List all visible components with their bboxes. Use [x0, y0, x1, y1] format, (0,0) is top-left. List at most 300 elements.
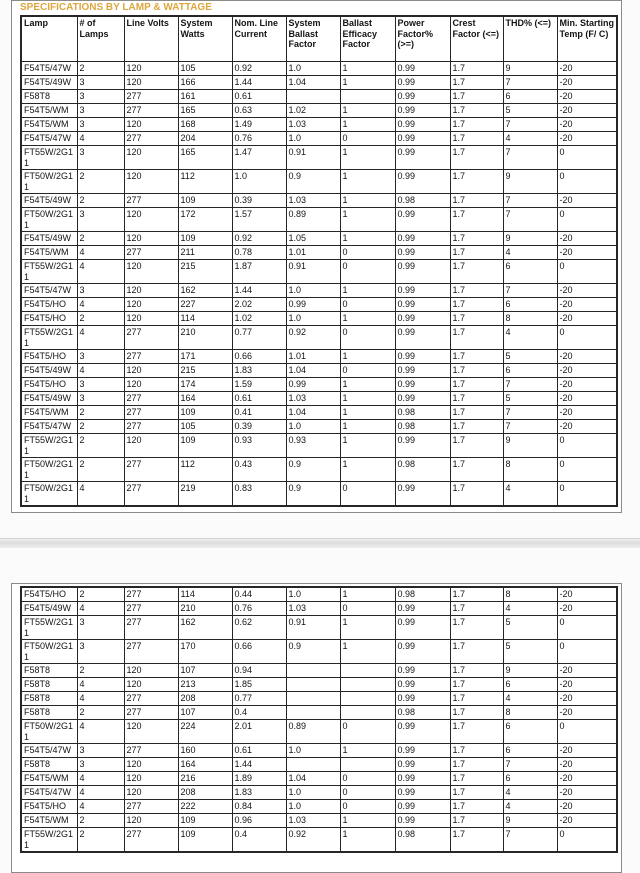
table-cell: 0.99	[395, 326, 450, 350]
table-cell: 3	[77, 90, 124, 104]
table-cell: FT55W/2G11	[21, 260, 77, 284]
table-cell: 1	[340, 170, 395, 194]
table-cell	[286, 692, 340, 706]
table-cell: 1.7	[450, 194, 503, 208]
table-cell: 1.44	[232, 76, 286, 90]
table-cell: -20	[557, 678, 617, 692]
table-cell: 1.0	[286, 312, 340, 326]
table-cell: 0.99	[395, 602, 450, 616]
table-cell: 7	[503, 76, 557, 90]
table-cell: 4	[77, 772, 124, 786]
table-cell	[340, 90, 395, 104]
column-header: Ballast Efficacy Factor	[340, 16, 395, 62]
table-cell: 0.99	[395, 720, 450, 744]
table-cell: 2	[77, 62, 124, 76]
table-cell: 0.9	[286, 482, 340, 507]
table-cell: 120	[124, 364, 178, 378]
table-cell: 160	[178, 744, 232, 758]
table-cell: 174	[178, 378, 232, 392]
table-cell: 0	[557, 616, 617, 640]
table-cell: 0.99	[286, 378, 340, 392]
table-row	[21, 90, 617, 104]
table-cell: 1.0	[286, 800, 340, 814]
table-cell: 5	[503, 104, 557, 118]
header-row	[21, 16, 617, 62]
table-cell: 0.98	[395, 194, 450, 208]
table-cell: 211	[178, 246, 232, 260]
table-cell: 2	[77, 420, 124, 434]
table-cell: 107	[178, 706, 232, 720]
table-row	[21, 132, 617, 146]
table-row	[21, 616, 617, 640]
table-cell: 4	[503, 132, 557, 146]
table-cell: 114	[178, 587, 232, 602]
table-cell: 0.44	[232, 587, 286, 602]
table-cell: 120	[124, 758, 178, 772]
table-cell: F54T5/HO	[21, 350, 77, 364]
table-cell: 1.7	[450, 744, 503, 758]
table-cell: 165	[178, 104, 232, 118]
table-cell: 0.93	[232, 434, 286, 458]
table-cell: 3	[77, 758, 124, 772]
table-cell: 1.04	[286, 76, 340, 90]
table-cell: F54T5/49W	[21, 232, 77, 246]
table-cell: 1	[340, 406, 395, 420]
table-cell: F54T5/49W	[21, 392, 77, 406]
table-cell: 0.99	[395, 814, 450, 828]
table-cell: 1.0	[286, 62, 340, 76]
table-cell: FT50W/2G11	[21, 720, 77, 744]
table-cell: 0.99	[395, 246, 450, 260]
table-cell: 0	[557, 482, 617, 507]
table-cell: 2.02	[232, 298, 286, 312]
table-row	[21, 170, 617, 194]
table-cell: 0.99	[395, 758, 450, 772]
table-cell: 120	[124, 298, 178, 312]
column-header: Nom. Line Current	[232, 16, 286, 62]
table-cell: 0.78	[232, 246, 286, 260]
table-cell: F54T5/49W	[21, 602, 77, 616]
table-cell: 1.0	[232, 170, 286, 194]
table-cell: 112	[178, 170, 232, 194]
table-cell: 277	[124, 706, 178, 720]
table-cell: 0.99	[395, 772, 450, 786]
table-cell: 1.7	[450, 208, 503, 232]
table-cell: 120	[124, 170, 178, 194]
table-cell: 1.44	[232, 284, 286, 298]
table-cell: 6	[503, 260, 557, 284]
table-cell: 1.7	[450, 482, 503, 507]
table-cell: 0	[557, 260, 617, 284]
table-cell: FT55W/2G11	[21, 828, 77, 853]
table-cell: 1.7	[450, 312, 503, 326]
table-cell: 0	[340, 260, 395, 284]
table-cell: 0	[557, 720, 617, 744]
specs-table-1-body	[21, 62, 617, 507]
table-cell: 0	[340, 602, 395, 616]
table-cell: 216	[178, 772, 232, 786]
table-cell: 0.76	[232, 132, 286, 146]
table-cell: 0.99	[395, 434, 450, 458]
table-cell: 227	[178, 298, 232, 312]
table-cell: 4	[503, 482, 557, 507]
table-cell: 7	[503, 420, 557, 434]
table-cell: 208	[178, 692, 232, 706]
table-cell: 277	[124, 800, 178, 814]
table-cell: 277	[124, 602, 178, 616]
table-cell: -20	[557, 132, 617, 146]
table-cell: 2	[77, 458, 124, 482]
table-cell: 1.7	[450, 104, 503, 118]
table-cell: -20	[557, 772, 617, 786]
table-cell: 1.01	[286, 246, 340, 260]
table-cell: 105	[178, 62, 232, 76]
table-cell: 1.05	[286, 232, 340, 246]
table-cell: 1.7	[450, 458, 503, 482]
table-cell: 277	[124, 458, 178, 482]
table-row	[21, 664, 617, 678]
table-cell: 0.99	[395, 744, 450, 758]
table-cell: 2	[77, 232, 124, 246]
table-cell: F54T5/47W	[21, 284, 77, 298]
table-cell: 165	[178, 146, 232, 170]
table-cell: 1.7	[450, 260, 503, 284]
table-cell: 1.04	[286, 772, 340, 786]
table-cell: FT50W/2G11	[21, 482, 77, 507]
table-row	[21, 146, 617, 170]
table-cell: 120	[124, 434, 178, 458]
table-cell: 2	[77, 434, 124, 458]
table-cell: 0	[340, 246, 395, 260]
table-cell: 0.99	[395, 132, 450, 146]
table-cell: 0.99	[395, 392, 450, 406]
table-cell: 1.03	[286, 814, 340, 828]
table-cell: 0.99	[395, 298, 450, 312]
table-cell: 0.91	[286, 146, 340, 170]
table-cell: 120	[124, 772, 178, 786]
table-cell: 1.87	[232, 260, 286, 284]
table-cell: 0	[340, 720, 395, 744]
table-cell: 1.7	[450, 132, 503, 146]
table-cell: 1.7	[450, 326, 503, 350]
table-cell: 9	[503, 664, 557, 678]
table-cell	[286, 678, 340, 692]
table-cell: 9	[503, 232, 557, 246]
table-cell: 1	[340, 312, 395, 326]
table-row	[21, 326, 617, 350]
table-cell: 7	[503, 208, 557, 232]
specs-table-1	[20, 15, 618, 507]
table-cell: 1.7	[450, 758, 503, 772]
table-cell: 0.84	[232, 800, 286, 814]
table-cell: 2	[77, 170, 124, 194]
table-cell: 0.61	[232, 392, 286, 406]
table-row	[21, 312, 617, 326]
table-cell: 1.7	[450, 378, 503, 392]
table-cell: 4	[77, 260, 124, 284]
table-cell: 4	[77, 692, 124, 706]
table-cell: 0.98	[395, 828, 450, 853]
table-cell: -20	[557, 312, 617, 326]
table-cell: 1.7	[450, 678, 503, 692]
table-row	[21, 720, 617, 744]
table-cell: -20	[557, 758, 617, 772]
table-cell: 0	[557, 640, 617, 664]
table-cell: 1.0	[286, 744, 340, 758]
table-cell: 161	[178, 90, 232, 104]
table-cell: 1.7	[450, 616, 503, 640]
table-cell: 0.99	[395, 232, 450, 246]
table-cell: 162	[178, 284, 232, 298]
table-cell: F54T5/49W	[21, 364, 77, 378]
table-cell: 112	[178, 458, 232, 482]
table-cell: 0.9	[286, 170, 340, 194]
table-cell: 4	[77, 132, 124, 146]
table-cell: 0.4	[232, 706, 286, 720]
table-cell: -20	[557, 76, 617, 90]
table-cell: 6	[503, 744, 557, 758]
table-cell: 2	[77, 706, 124, 720]
table-cell: 277	[124, 194, 178, 208]
table-cell: -20	[557, 786, 617, 800]
table-cell: 1	[340, 420, 395, 434]
table-cell: 0.99	[395, 90, 450, 104]
table-cell: 105	[178, 420, 232, 434]
table-cell: -20	[557, 392, 617, 406]
table-cell: 1.7	[450, 232, 503, 246]
table-cell: FT55W/2G11	[21, 434, 77, 458]
table-cell: 0.9	[286, 640, 340, 664]
table-cell: 6	[503, 298, 557, 312]
table-cell: F54T5/HO	[21, 298, 77, 312]
table-row	[21, 640, 617, 664]
table-cell: 0	[557, 458, 617, 482]
table-cell: 164	[178, 392, 232, 406]
table-cell: 109	[178, 814, 232, 828]
table-cell: 7	[503, 284, 557, 298]
document-page-2	[11, 583, 622, 873]
table-cell: -20	[557, 194, 617, 208]
table-cell: 1.0	[286, 587, 340, 602]
table-cell: 1	[340, 434, 395, 458]
table-row	[21, 406, 617, 420]
table-cell: 6	[503, 772, 557, 786]
table-cell: 0.99	[395, 364, 450, 378]
table-cell: 1	[340, 392, 395, 406]
table-cell: 1	[340, 587, 395, 602]
table-cell: 1	[340, 284, 395, 298]
column-header: System Ballast Factor	[286, 16, 340, 62]
table-cell: 4	[503, 602, 557, 616]
table-cell: 4	[77, 678, 124, 692]
table-row	[21, 232, 617, 246]
table-row	[21, 800, 617, 814]
table-cell: 120	[124, 284, 178, 298]
table-cell: 4	[77, 720, 124, 744]
table-cell: F54T5/WM	[21, 772, 77, 786]
table-cell: FT55W/2G11	[21, 146, 77, 170]
table-cell: 213	[178, 678, 232, 692]
table-cell: 1.04	[286, 406, 340, 420]
table-cell: 1.7	[450, 664, 503, 678]
table-cell: 3	[77, 284, 124, 298]
table-cell: 1.44	[232, 758, 286, 772]
table-cell: 1.03	[286, 392, 340, 406]
table-cell: F54T5/47W	[21, 132, 77, 146]
table-cell: 109	[178, 828, 232, 853]
table-cell: 210	[178, 326, 232, 350]
table-cell: 277	[124, 828, 178, 853]
table-row	[21, 692, 617, 706]
table-cell: -20	[557, 602, 617, 616]
table-cell: 1	[340, 118, 395, 132]
table-cell: 0.77	[232, 326, 286, 350]
table-cell: 0.61	[232, 90, 286, 104]
table-cell: 0.98	[395, 706, 450, 720]
table-cell: 1.7	[450, 392, 503, 406]
table-cell: -20	[557, 378, 617, 392]
column-header: Crest Factor (<=)	[450, 16, 503, 62]
table-cell: 1.01	[286, 350, 340, 364]
table-cell: 0.62	[232, 616, 286, 640]
table-cell: 1.7	[450, 284, 503, 298]
table-cell: 1.7	[450, 146, 503, 170]
table-cell: 0.63	[232, 104, 286, 118]
table-cell: 1.89	[232, 772, 286, 786]
table-cell: -20	[557, 744, 617, 758]
table-cell: F58T8	[21, 664, 77, 678]
table-cell: 2	[77, 828, 124, 853]
table-cell: 2	[77, 664, 124, 678]
table-cell: 1.7	[450, 706, 503, 720]
table-cell: F54T5/WM	[21, 406, 77, 420]
table-cell: 1.7	[450, 420, 503, 434]
table-cell: 277	[124, 406, 178, 420]
table-cell: -20	[557, 350, 617, 364]
table-cell: 1.02	[232, 312, 286, 326]
table-cell: 1	[340, 828, 395, 853]
table-cell: 0.92	[286, 326, 340, 350]
table-cell: 1.0	[286, 284, 340, 298]
table-cell: 0.39	[232, 194, 286, 208]
table-row	[21, 62, 617, 76]
table-cell: 1	[340, 208, 395, 232]
table-cell: 0.99	[395, 800, 450, 814]
table-cell: 1	[340, 146, 395, 170]
table-cell: 1.83	[232, 786, 286, 800]
table-cell: 4	[77, 800, 124, 814]
table-cell: 0.99	[395, 482, 450, 507]
table-cell: 0.99	[395, 284, 450, 298]
table-cell: 120	[124, 664, 178, 678]
table-cell: 222	[178, 800, 232, 814]
table-cell: 120	[124, 260, 178, 284]
table-cell: 1.7	[450, 692, 503, 706]
table-cell: 1.7	[450, 720, 503, 744]
table-cell: 3	[77, 616, 124, 640]
table-cell: 1.7	[450, 298, 503, 312]
table-cell: 4	[503, 692, 557, 706]
table-cell: 1.7	[450, 640, 503, 664]
table-cell: 1	[340, 194, 395, 208]
table-row	[21, 392, 617, 406]
table-cell: 0.99	[395, 76, 450, 90]
table-cell: 0.92	[232, 62, 286, 76]
table-cell: 0.99	[395, 104, 450, 118]
table-cell: 0.98	[395, 458, 450, 482]
table-cell: 4	[77, 602, 124, 616]
table-cell: 215	[178, 364, 232, 378]
table-cell: 0.99	[395, 616, 450, 640]
table-row	[21, 458, 617, 482]
table-cell: 1.7	[450, 118, 503, 132]
table-cell: 0	[557, 326, 617, 350]
table-cell: 4	[77, 364, 124, 378]
table-cell: 0	[340, 298, 395, 312]
column-header: Lamp	[21, 16, 77, 62]
table-cell: 204	[178, 132, 232, 146]
table-cell: 1.83	[232, 364, 286, 378]
table-cell: 0	[557, 170, 617, 194]
table-cell	[286, 706, 340, 720]
table-cell: 1	[340, 378, 395, 392]
table-cell: 8	[503, 706, 557, 720]
table-cell	[340, 678, 395, 692]
table-cell: F54T5/HO	[21, 378, 77, 392]
table-cell: 1.03	[286, 194, 340, 208]
table-cell: -20	[557, 420, 617, 434]
table-cell: 0.99	[395, 664, 450, 678]
table-cell: 1.7	[450, 587, 503, 602]
table-cell: 0.66	[232, 640, 286, 664]
table-cell: 277	[124, 132, 178, 146]
table-cell: 9	[503, 170, 557, 194]
table-cell	[286, 664, 340, 678]
table-cell: 0.98	[395, 587, 450, 602]
table-cell: 3	[77, 392, 124, 406]
table-cell: F54T5/HO	[21, 587, 77, 602]
table-cell: 1.7	[450, 62, 503, 76]
table-cell: F54T5/WM	[21, 246, 77, 260]
table-cell: 0.99	[395, 378, 450, 392]
table-cell: 1.03	[286, 602, 340, 616]
table-cell: -20	[557, 706, 617, 720]
table-cell: 219	[178, 482, 232, 507]
table-cell: 4	[77, 298, 124, 312]
table-cell: 0.99	[395, 786, 450, 800]
table-cell: 0.76	[232, 602, 286, 616]
table-row	[21, 814, 617, 828]
table-cell: 1.7	[450, 800, 503, 814]
table-cell: 2	[77, 587, 124, 602]
table-cell: 1	[340, 814, 395, 828]
table-cell: 3	[77, 744, 124, 758]
table-cell: 0	[340, 800, 395, 814]
table-cell: 277	[124, 616, 178, 640]
table-cell: -20	[557, 104, 617, 118]
table-cell: 1.7	[450, 76, 503, 90]
table-cell	[286, 90, 340, 104]
column-header: THD% (<=)	[503, 16, 557, 62]
table-cell: 1.59	[232, 378, 286, 392]
table-cell: 277	[124, 246, 178, 260]
table-cell: 4	[77, 786, 124, 800]
table-cell: F58T8	[21, 678, 77, 692]
table-cell: 0.43	[232, 458, 286, 482]
document-page-1	[11, 0, 622, 513]
table-row	[21, 104, 617, 118]
table-cell: 7	[503, 406, 557, 420]
